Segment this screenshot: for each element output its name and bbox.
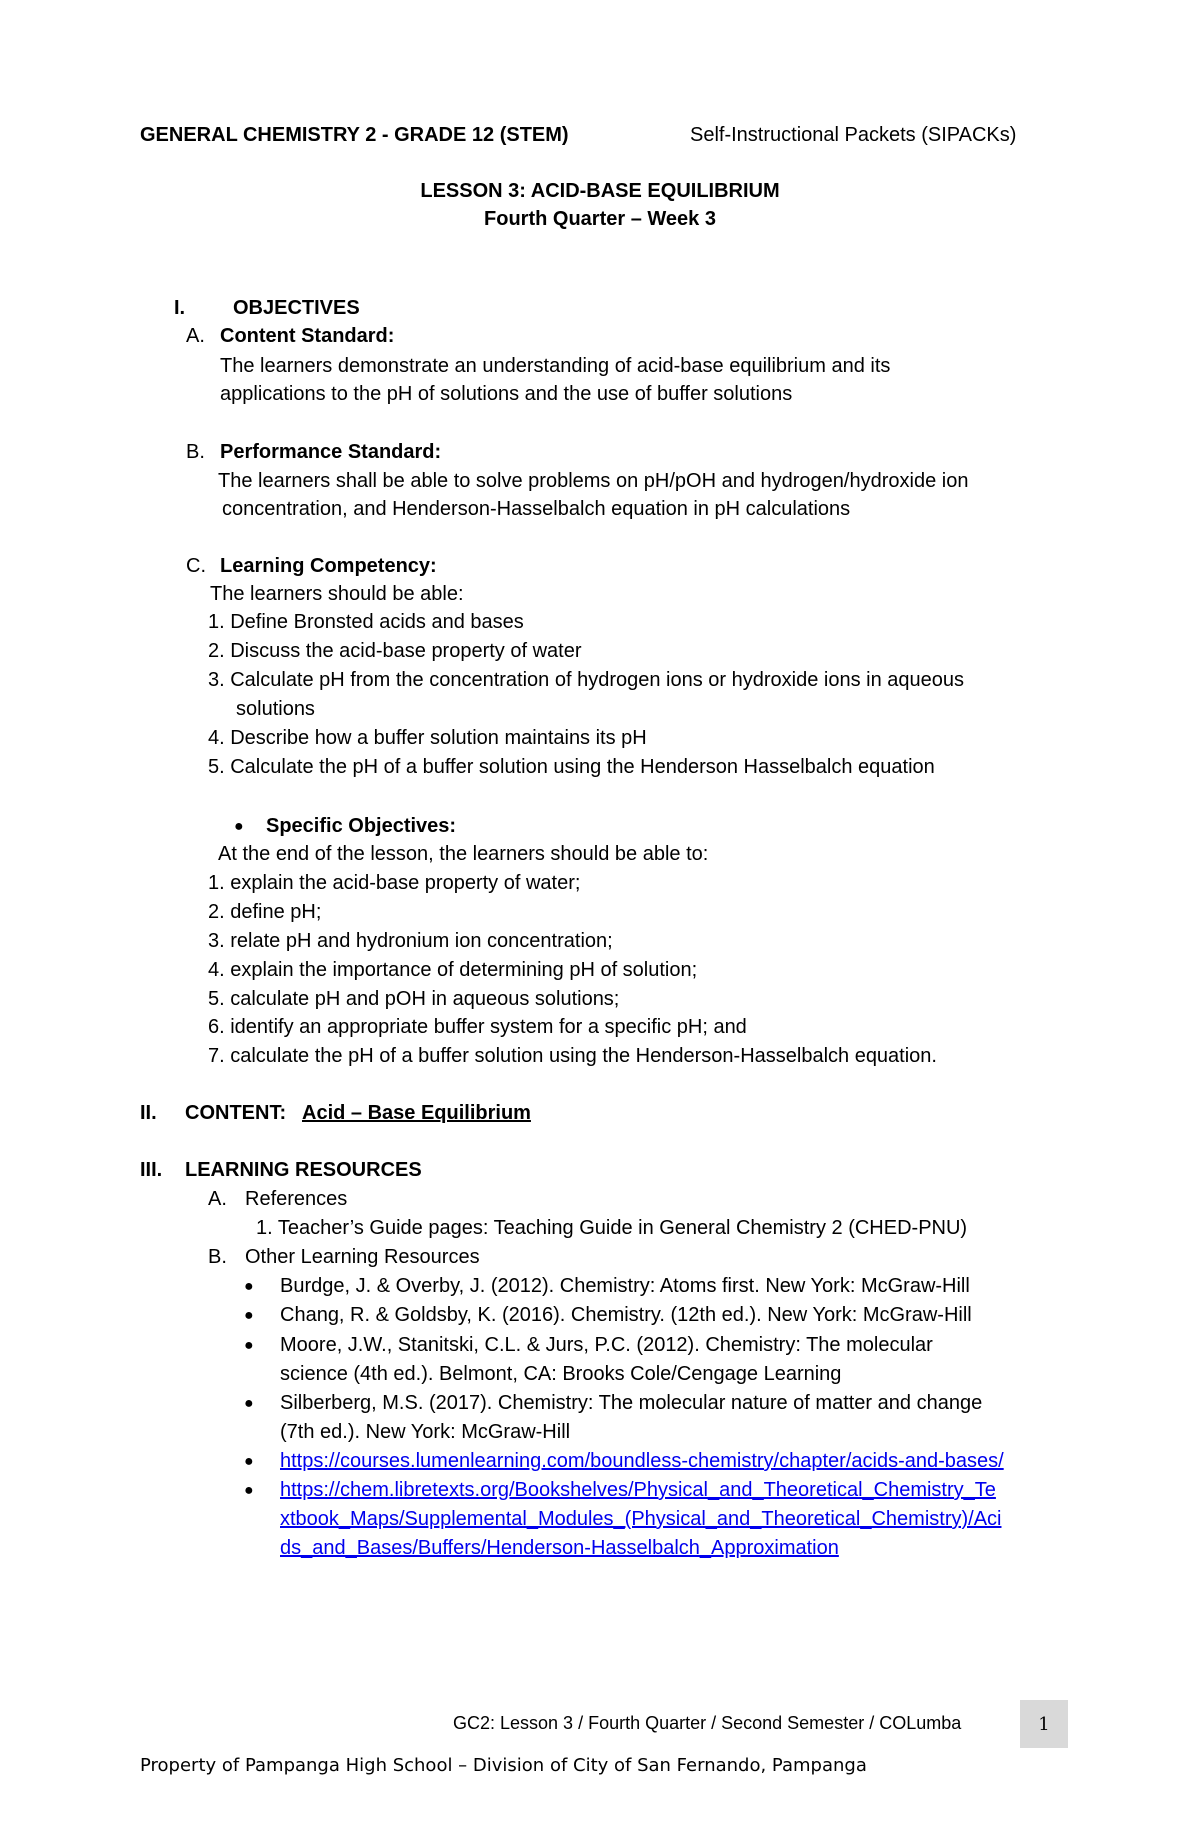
- libretexts-link[interactable]: https://chem.libretexts.org/Bookshelves/Physical_and_Theoretical_Chemistry_Te: [280, 1479, 996, 1501]
- specific-objective-item: 3. relate pH and hydronium ion concentration;: [208, 930, 613, 952]
- objectives-heading: OBJECTIVES: [233, 297, 360, 319]
- libretexts-link-continued[interactable]: xtbook_Maps/Supplemental_Modules_(Physical_and_Theoretical_Chemistry)/Aci: [280, 1508, 1002, 1530]
- competency-item: 3. Calculate pH from the concentration of hydrogen ions or hydroxide ions in aqueous: [208, 669, 965, 691]
- property-footer: Property of Pampanga High School – Division of City of San Fernando, Pampanga: [140, 1755, 867, 1776]
- bullet-icon: ●: [244, 1278, 254, 1295]
- footer-course-line: GC2: Lesson 3 / Fourth Quarter / Second Semester / COLumba: [453, 1713, 962, 1733]
- content-standard-letter: A.: [186, 325, 205, 347]
- section-numeral-2: II.: [140, 1102, 157, 1124]
- specific-objective-item: 7. calculate the pH of a buffer solution using the Henderson-Hasselbalch equation.: [208, 1045, 937, 1067]
- learning-competency-letter: C.: [186, 555, 206, 577]
- lumenlearning-link[interactable]: https://courses.lumenlearning.com/boundless-chemistry/chapter/acids-and-bases/: [280, 1450, 1004, 1472]
- reference-item-continued: (7th ed.). New York: McGraw-Hill: [280, 1421, 571, 1443]
- teachers-guide-reference: 1. Teacher’s Guide pages: Teaching Guide in General Chemistry 2 (CHED-PNU): [256, 1217, 968, 1239]
- content-standard-label: Content Standard:: [220, 325, 395, 347]
- reference-item: Chang, R. & Goldsby, K. (2016). Chemistry. (12th ed.). New York: McGraw-Hill: [280, 1304, 972, 1326]
- specific-objective-item: 5. calculate pH and pOH in aqueous solutions;: [208, 988, 620, 1010]
- specific-objective-item: 4. explain the importance of determining pH of solution;: [208, 959, 698, 981]
- page-number: 1: [1038, 1713, 1050, 1735]
- bullet-icon: ●: [234, 818, 244, 835]
- competency-item: 5. Calculate the pH of a buffer solution using the Henderson Hasselbalch equation: [208, 756, 935, 778]
- performance-standard-letter: B.: [186, 441, 205, 463]
- bullet-icon: ●: [244, 1453, 254, 1470]
- bullet-icon: ●: [244, 1337, 254, 1354]
- reference-item-continued: science (4th ed.). Belmont, CA: Brooks Cole/Cengage Learning: [280, 1363, 842, 1385]
- section-numeral-3: III.: [140, 1159, 163, 1181]
- quarter-subtitle: Fourth Quarter – Week 3: [484, 208, 716, 230]
- packet-header: Self-Instructional Packets (SIPACKs): [690, 124, 1017, 146]
- other-resources-letter: B.: [208, 1246, 227, 1268]
- bullet-icon: ●: [244, 1482, 254, 1499]
- reference-item: Burdge, J. & Overby, J. (2012). Chemistry: Atoms first. New York: McGraw-Hill: [280, 1275, 970, 1297]
- libretexts-link-continued[interactable]: ds_and_Bases/Buffers/Henderson-Hasselbalch_Approximation: [280, 1537, 839, 1559]
- specific-objectives-label: Specific Objectives:: [266, 815, 457, 837]
- content-standard-line: applications to the pH of solutions and the use of buffer solutions: [220, 383, 793, 405]
- bullet-icon: ●: [244, 1395, 254, 1412]
- reference-item: Silberberg, M.S. (2017). Chemistry: The molecular nature of matter and change: [280, 1392, 983, 1414]
- content-standard-line: The learners demonstrate an understanding of acid-base equilibrium and its: [220, 355, 891, 377]
- learning-resources-heading: LEARNING RESOURCES: [185, 1159, 422, 1181]
- performance-standard-line: The learners shall be able to solve problems on pH/pOH and hydrogen/hydroxide ion: [218, 470, 969, 492]
- course-header: GENERAL CHEMISTRY 2 - GRADE 12 (STEM): [140, 124, 569, 146]
- content-label: CONTENT:: [185, 1102, 287, 1124]
- reference-item: Moore, J.W., Stanitski, C.L. & Jurs, P.C. (2012). Chemistry: The molecular: [280, 1334, 933, 1356]
- specific-objective-item: 1. explain the acid-base property of water;: [208, 872, 581, 894]
- learning-competency-intro: The learners should be able:: [210, 583, 464, 605]
- content-topic: Acid – Base Equilibrium: [302, 1102, 531, 1124]
- learning-competency-label: Learning Competency:: [220, 555, 437, 577]
- performance-standard-label: Performance Standard:: [220, 441, 442, 463]
- lesson-title: LESSON 3: ACID-BASE EQUILIBRIUM: [420, 180, 780, 202]
- section-numeral-1: I.: [174, 297, 186, 319]
- specific-objectives-intro: At the end of the lesson, the learners should be able to:: [218, 843, 709, 865]
- other-resources-label: Other Learning Resources: [245, 1246, 480, 1268]
- references-label: References: [245, 1188, 348, 1210]
- performance-standard-line: concentration, and Henderson-Hasselbalch equation in pH calculations: [222, 498, 851, 520]
- specific-objective-item: 2. define pH;: [208, 901, 322, 923]
- competency-item: 2. Discuss the acid-base property of water: [208, 640, 582, 662]
- competency-item: solutions: [236, 698, 315, 720]
- page-number-box: [1020, 1700, 1068, 1748]
- references-letter: A.: [208, 1188, 227, 1210]
- bullet-icon: ●: [244, 1307, 254, 1324]
- competency-item: 1. Define Bronsted acids and bases: [208, 611, 524, 633]
- competency-item: 4. Describe how a buffer solution maintains its pH: [208, 727, 647, 749]
- specific-objective-item: 6. identify an appropriate buffer system for a specific pH; and: [208, 1016, 747, 1038]
